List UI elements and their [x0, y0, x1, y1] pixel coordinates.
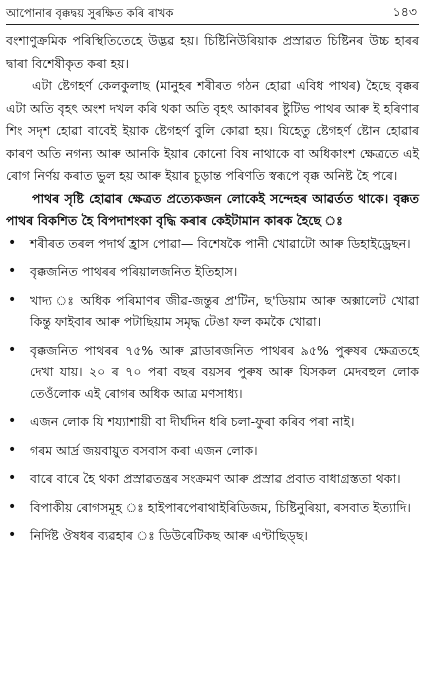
paragraph-continuation: বংশাণুক্ৰমিক পৰিস্থিতিতেহে উদ্ভৱ হয়। চিষ্টিনিউৰিয়াক প্ৰস্ৰাৱত চিষ্টিনৰ উচ্চ হাৰৰ দ্বাৰা বিশেষীকৃত কৰা হয়। — [6, 33, 419, 71]
list-item-text: গৰম আৰ্দ্ৰ জয়বায়ুত বসবাস কৰা এজন লোক। — [30, 442, 258, 458]
list-item-text: বৃক্কজনিত পাথৰৰ পৰিয়ালজনিত ইতিহাস। — [30, 264, 238, 279]
bullet-icon: • — [8, 527, 17, 543]
list-item-text: শৰীৰত তৰল পদাৰ্থ হ্ৰাস পোৱা— বিশেষকৈ পানী খোৱাটো আৰু ডিহাইড্ৰেছন। — [30, 235, 411, 251]
header-title: আপোনাৰ বৃক্কদ্বয় সুৰক্ষিত কৰি ৰাখক — [6, 6, 174, 20]
bullet-icon: • — [8, 263, 17, 279]
bullet-icon: • — [8, 234, 17, 251]
list-item — [6, 440, 419, 462]
bullet-icon: • — [8, 341, 17, 358]
page-number: ১৪৩ — [392, 4, 417, 19]
list-item-text: বাৰে বাৰে হৈ থকা প্ৰস্ৰাৱতন্ত্ৰৰ সংক্ৰমণ আৰু প্ৰস্ৰাৱ প্ৰবাত বাধাগ্ৰস্ততা থকা। — [30, 471, 401, 486]
list-item — [6, 290, 419, 333]
risk-factor-list — [6, 233, 419, 547]
list-item — [6, 411, 419, 433]
list-item — [6, 261, 419, 283]
bullet-icon: • — [8, 291, 17, 308]
bullet-icon: • — [8, 441, 17, 458]
page-body — [6, 30, 419, 554]
list-item — [6, 468, 419, 490]
list-item — [6, 340, 419, 405]
paragraph-staghorn: এটা ষ্টেগহৰ্ণ কেলকুলাছ (মানুহৰ শৰীৰত গঠন হোৱা এবিধ পাথৰ) হৈছে বৃক্কৰ এটা অতি বৃহৎ অংশ দখল কৰি থকা অতি বৃহৎ আকাৰৰ ষ্টুটিভ পাথৰ আৰু ই হৰিণাৰ শিং সদৃশ হোৱা বাবেই ইয়াক ষ্টেগহৰ্ণ বুলি কোৱা হয়। যিহেতু ষ্টেগহৰ্ণ ষ্টোন হোৱাৰ কাৰণ অতি নগন্য আৰু আনকি ইয়াৰ কোনো বিষ নাথাকে বা অধিকাংশ ক্ষেত্ৰতে এই ৰোগ নিৰ্ণয় কৰাত ভুল হয় আৰু ইয়াৰ চূড়ান্ত পৰিণতি স্বৰূপে বৃক্ক অনিষ্ট হৈ পৰে। — [6, 78, 419, 183]
list-item — [6, 233, 419, 255]
list-item — [6, 525, 419, 547]
list-item-text: বিপাকীয় ৰোগসমূহ ঃ হাইপাৰপেৰাথাইৰিডিজম, চিষ্টিনুৰিয়া, ৰসবাত ইত্যাদি। — [30, 499, 411, 515]
list-item-text: নিৰ্দিষ্ট ঔষধৰ ব্যৱহাৰ ঃ ডিউৰেটিকছ আৰু এণ্টাছিড্‌ছ। — [30, 528, 308, 543]
running-header — [6, 2, 419, 25]
bullet-icon: • — [8, 413, 17, 429]
list-item — [6, 497, 419, 519]
list-item-text: খাদ্য ঃ অধিক পৰিমাণৰ জীৱ-জন্তুৰ প্ৰ'টিন, ছ'ডিয়াম আৰু অক্সালেট খোৱা কিন্তু ফাইবাৰ আৰু পটাছিয়াম সমৃদ্ধ টেঙা ফল কমকৈ খোৱা। — [30, 292, 419, 329]
list-item-text: বৃক্কজনিত পাথৰৰ ৭৫% আৰু ব্লাডাৰজনিত পাথৰৰ ৯৫% পুৰুষৰ ক্ষেত্ৰতহে দেখা যায়। ২০ ৰ ৭০ পৰা বছৰ বয়সৰ পুৰুষ আৰু যিসকল মেদবহুল লোক তেওঁলোক এই ৰোগৰ অধিক আত্ৰ মণসাধ্য। — [30, 342, 419, 401]
bullet-icon: • — [8, 498, 17, 515]
list-item-text: এজন লোক যি শয্যাশায়ী বা দীৰ্ঘদিন ধৰি চলা-ফুৰা কৰিব পৰা নাই। — [30, 414, 355, 429]
bullet-icon: • — [8, 470, 17, 486]
paragraph-risk-factors-intro: পাথৰ সৃষ্টি হোৱাৰ ক্ষেত্ৰত প্ৰত্যেকজন লোকেই সন্দেহৰ আৱৰ্তত থাকে। বৃক্কত পাথৰ বিকশিত হৈ বিপদাশংকা বৃদ্ধি কৰাৰ কেইটামান কাৰক হৈছে ঃ — [6, 190, 419, 228]
